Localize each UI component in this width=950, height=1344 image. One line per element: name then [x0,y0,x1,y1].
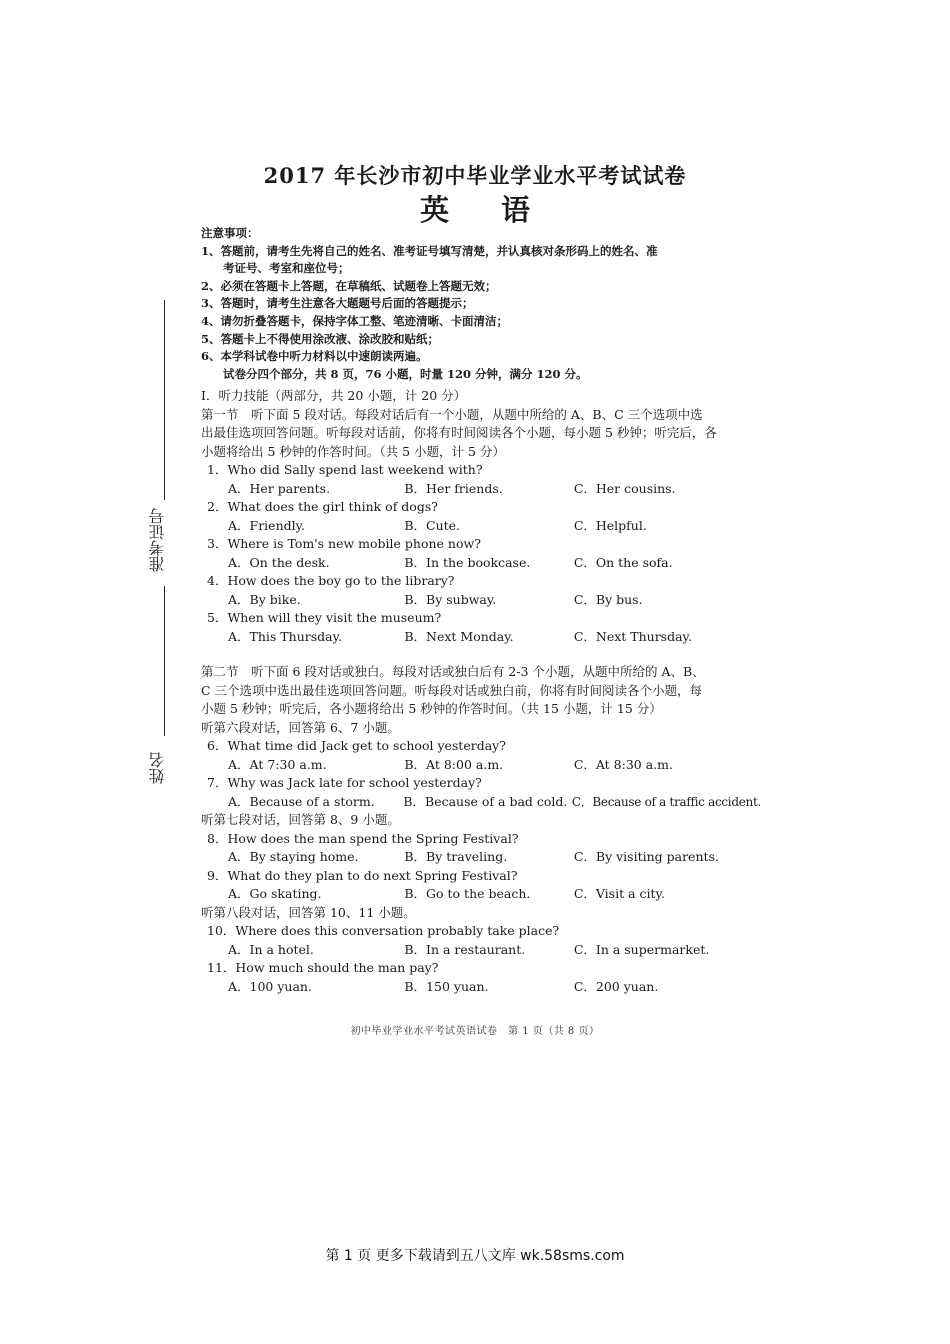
option-a: A．Because of a storm. [228,793,375,809]
option-c: C．Because of a traffic accident. [571,794,761,809]
notice-line: 5、答题卡上不得使用涂改液、涂改胶和贴纸； [201,331,439,346]
options [201,480,761,499]
options [201,628,761,647]
option-c: C．Helpful. [573,517,647,533]
exam-id-label: 准考证号 [148,508,167,572]
question: 7．Why was Jack late for school yesterday? [207,775,482,790]
question: 9．What do they plan to do next Spring Festival? [207,867,518,883]
option-a: A．By staying home. [228,849,359,864]
exam-title: 2017 年长沙市初中毕业学业水平考试试卷 [263,163,687,188]
option-b: B．Her friends. [404,480,503,496]
option-b: B．In the bookcase. [404,554,531,570]
option-a: A．Friendly. [228,517,305,533]
notice-section [201,224,761,382]
notice-line: 3、答题时，请考生注意各大题题号后面的答题提示； [201,296,474,311]
option-b: B．At 8:00 a.m. [404,756,504,772]
section-intro: 出最佳选项回答问题。听每段对话前，你将有时间阅读各个小题，每小题 5 秒钟；听完后，各 [201,425,717,440]
section-intro: 第二节 听下面 6 段对话或独白。每段对话或独白后有 2-3 个小题，从题中所给的 A、B、 [201,664,705,679]
option-a: A．100 yuan. [228,978,312,994]
notice-line: 4、请勿折叠答题卡，保持字体工整、笔迹清晰、卡面清洁； [201,313,508,328]
conversation-instruction: 听第七段对话，回答第 8、9 小题。 [201,812,400,827]
option-b: B．Next Monday. [404,628,514,644]
option-b: B．150 yuan. [404,978,489,994]
notice-line: 1、答题前，请考生先将自己的姓名、准考证号填写清楚，并认真核对条形码上的姓名、准 [201,243,658,258]
options [201,793,761,812]
option-c: C．200 yuan. [573,978,659,994]
option-b: B．Cute. [404,517,461,533]
section-intro: 小题将给出 5 秒钟的作答时间。（共 5 小题，计 5 分） [201,443,505,459]
download-banner[interactable]: 第 1 页 更多下载请到五八文库 wk.58sms.com [325,1248,625,1264]
question: 3．Where is Tom's new mobile phone now? [207,536,481,551]
question: 2．What does the girl think of dogs? [207,499,438,514]
spacer [201,646,761,663]
option-a: A．On the desk. [228,554,330,570]
part-heading: I．听力技能（两部分，共 20 小题，计 20 分） [201,388,467,403]
conversation-instruction: 听第八段对话，回答第 10、11 小题。 [201,904,416,920]
question: 4．How does the boy go to the library? [207,573,455,588]
option-b: B．Go to the beach. [404,886,531,901]
option-b: B．In a restaurant. [404,941,526,957]
notice-heading: 注意事项： [201,226,259,240]
options [201,554,761,573]
section-intro: 小题 5 秒钟；听完后，各小题将给出 5 秒钟的作答时间。（共 15 小题，计 15 分） [201,701,662,716]
question: 5．When will they visit the museum? [207,610,442,625]
options [201,978,761,997]
options [201,756,761,775]
option-a: A．In a hotel. [228,941,314,957]
option-c: C．At 8:30 a.m. [573,756,673,772]
option-b: B．By subway. [404,591,497,607]
page-footer: 初中毕业学业水平考试英语试卷 第 1 页（共 8 页） [350,1026,600,1037]
option-c: C．By bus. [573,591,643,607]
options [201,885,761,904]
option-a: A．At 7:30 a.m. [228,756,327,772]
binding-line [164,300,165,500]
notice-line: 试卷分四个部分，共 8 页，76 小题，时量 120 分钟，满分 120 分。 [223,366,588,381]
listening-section [201,387,761,996]
section-intro: 第一节 听下面 5 段对话。每段对话后有一个小题，从题中所给的 A、B、C 三个选项中选 [201,406,703,422]
notice-line: 考证号、考室和座位号； [223,261,350,276]
option-c: C．On the sofa. [573,554,673,570]
option-c: C．Her cousins. [573,480,676,496]
notice-line: 2、必须在答题卡上答题，在草稿纸、试题卷上答题无效； [201,278,497,293]
section-intro: C 三个选项中选出最佳选项回答问题。听每段对话或独白前，你将有时间阅读各个小题，每 [201,682,703,698]
option-c: C．In a supermarket. [573,941,710,957]
question: 10．Where does this conversation probably take place? [207,923,560,938]
option-c: C．Visit a city. [573,886,665,901]
option-b: B．By traveling. [404,849,508,864]
question: 6．What time did Jack get to school yesterday? [207,738,506,753]
question: 1．Who did Sally spend last weekend with? [207,462,483,477]
exam-id-line [164,586,165,736]
option-a: A．Go skating. [228,886,322,901]
conversation-instruction: 听第六段对话，回答第 6、7 小题。 [201,719,400,735]
notice-line: 6、本学科试卷中听力材料以中速朗读两遍。 [201,349,428,364]
option-a: A．Her parents. [228,480,331,496]
option-c: C．Next Thursday. [573,628,692,644]
subject-title: 英语 [419,193,582,227]
options [201,848,761,867]
option-a: A．By bike. [228,591,301,607]
name-label: 姓名 [148,752,167,784]
options [201,591,761,610]
option-b: B．Because of a bad cold. [403,793,568,809]
option-c: C．By visiting parents. [573,849,719,864]
question: 11．How much should the man pay? [207,960,439,975]
question: 8．How does the man spend the Spring Festival? [207,830,519,846]
option-a: A．This Thursday. [228,628,342,644]
options [201,517,761,536]
options [201,941,761,960]
